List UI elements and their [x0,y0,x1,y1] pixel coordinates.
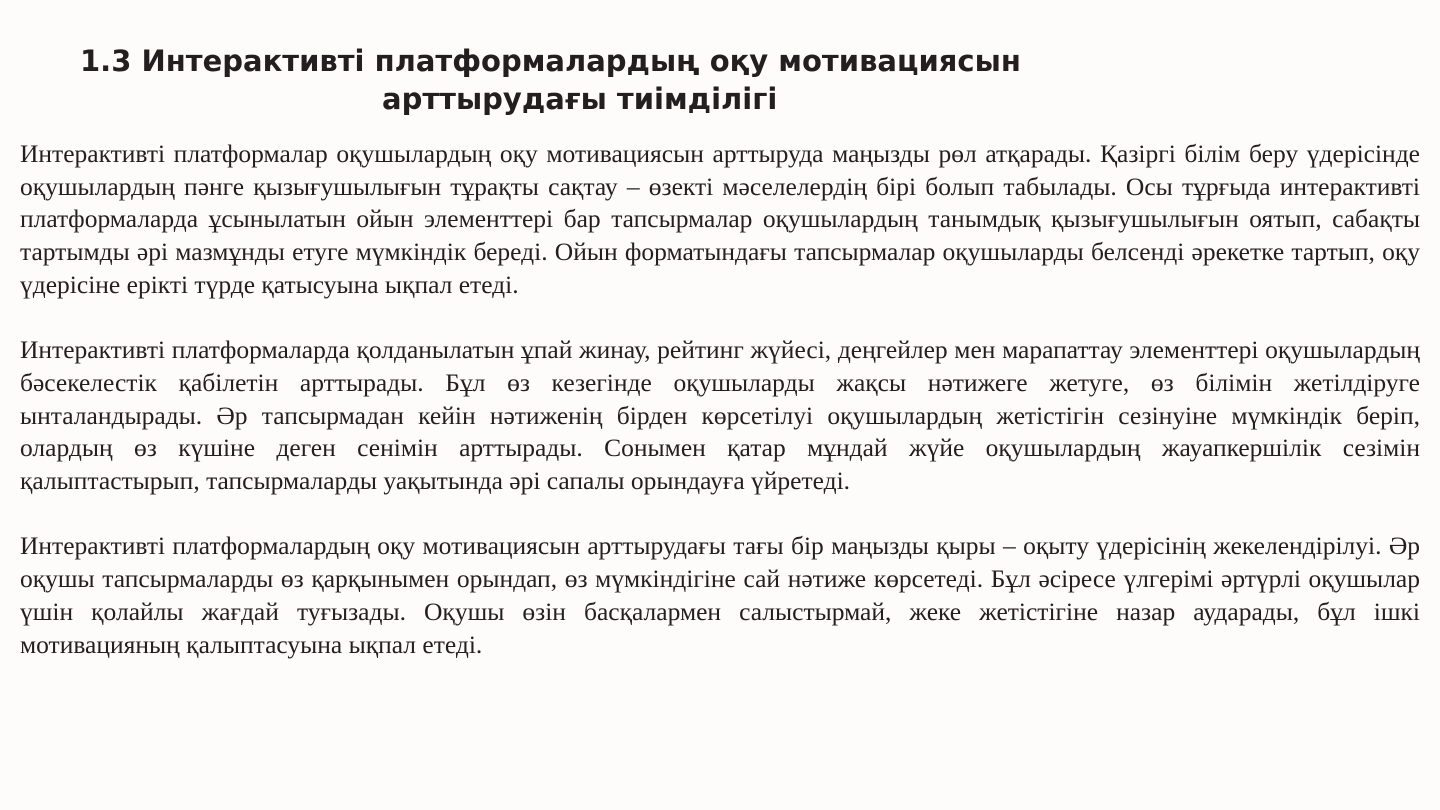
title-line-1: 1.3 Интерактивті платформалардың оқу мотивациясын [80,44,1021,78]
paragraph-2: Интерактивті платформаларда қолданылатын ұпай жинау, рейтинг жүйесі, деңгейлер мен марапаттау элементтері оқушылардың бәсекелестік қабілетін арттырады. Бұл өз кезегінде оқушыларды жақсы нәтижеге жетуге, өз білімін жетілдіруге ынталандырады. Әр тапсырмадан кейін нәтиженің бірден көрсетілуі оқушылардың жетістігін сезінуіне мүмкіндік беріп, олардың өз күшіне деген сенімін арттырады. Сонымен қатар мұндай жүйе оқушылардың жауапкершілік сезімін қалыптастырып, тапсырмаларды уақытында әрі сапалы орындауға үйретеді. [20,335,1420,496]
title-line-2: арттырудағы тиімділігі [382,82,778,116]
paragraph-1: Интерактивті платформалар оқушылардың оқу мотивациясын арттыруда маңызды рөл атқарады. Қазіргі білім беру үдерісінде оқушылардың пәнге қызығушылығын тұрақты сақтау – өзекті мәселелердің бірі болып табылады. Осы тұрғыда интерактивті платформаларда ұсынылатын ойын элементтері бар тапсырмалар оқушылардың танымдық қызығушылығын оятып, сабақты тартымды әрі мазмұнды етуге мүмкіндік береді. Ойын форматындағы тапсырмалар оқушыларды белсенді әрекетке тартып, оқу үдерісіне ерікті түрде қатысуына ықпал етеді. [20,139,1420,299]
page-title [20,0,1220,118]
paragraph-3: Интерактивті платформалардың оқу мотивациясын арттырудағы тағы бір маңызды қыры – оқыту үдерісінің жекелендірілуі. Әр оқушы тапсырмаларды өз қарқынымен орындап, өз мүмкіндігіне сай нәтиже көрсетеді. Бұл әсіресе үлгерімі әртүрлі оқушылар үшін қолайлы жағдай туғызады. Оқушы өзін басқалармен салыстырмай, жеке жетістігіне назар аударады, бұл ішкі мотивацияның қалыптасуына ықпал етеді. [20,531,1420,659]
body-text [20,138,1420,661]
